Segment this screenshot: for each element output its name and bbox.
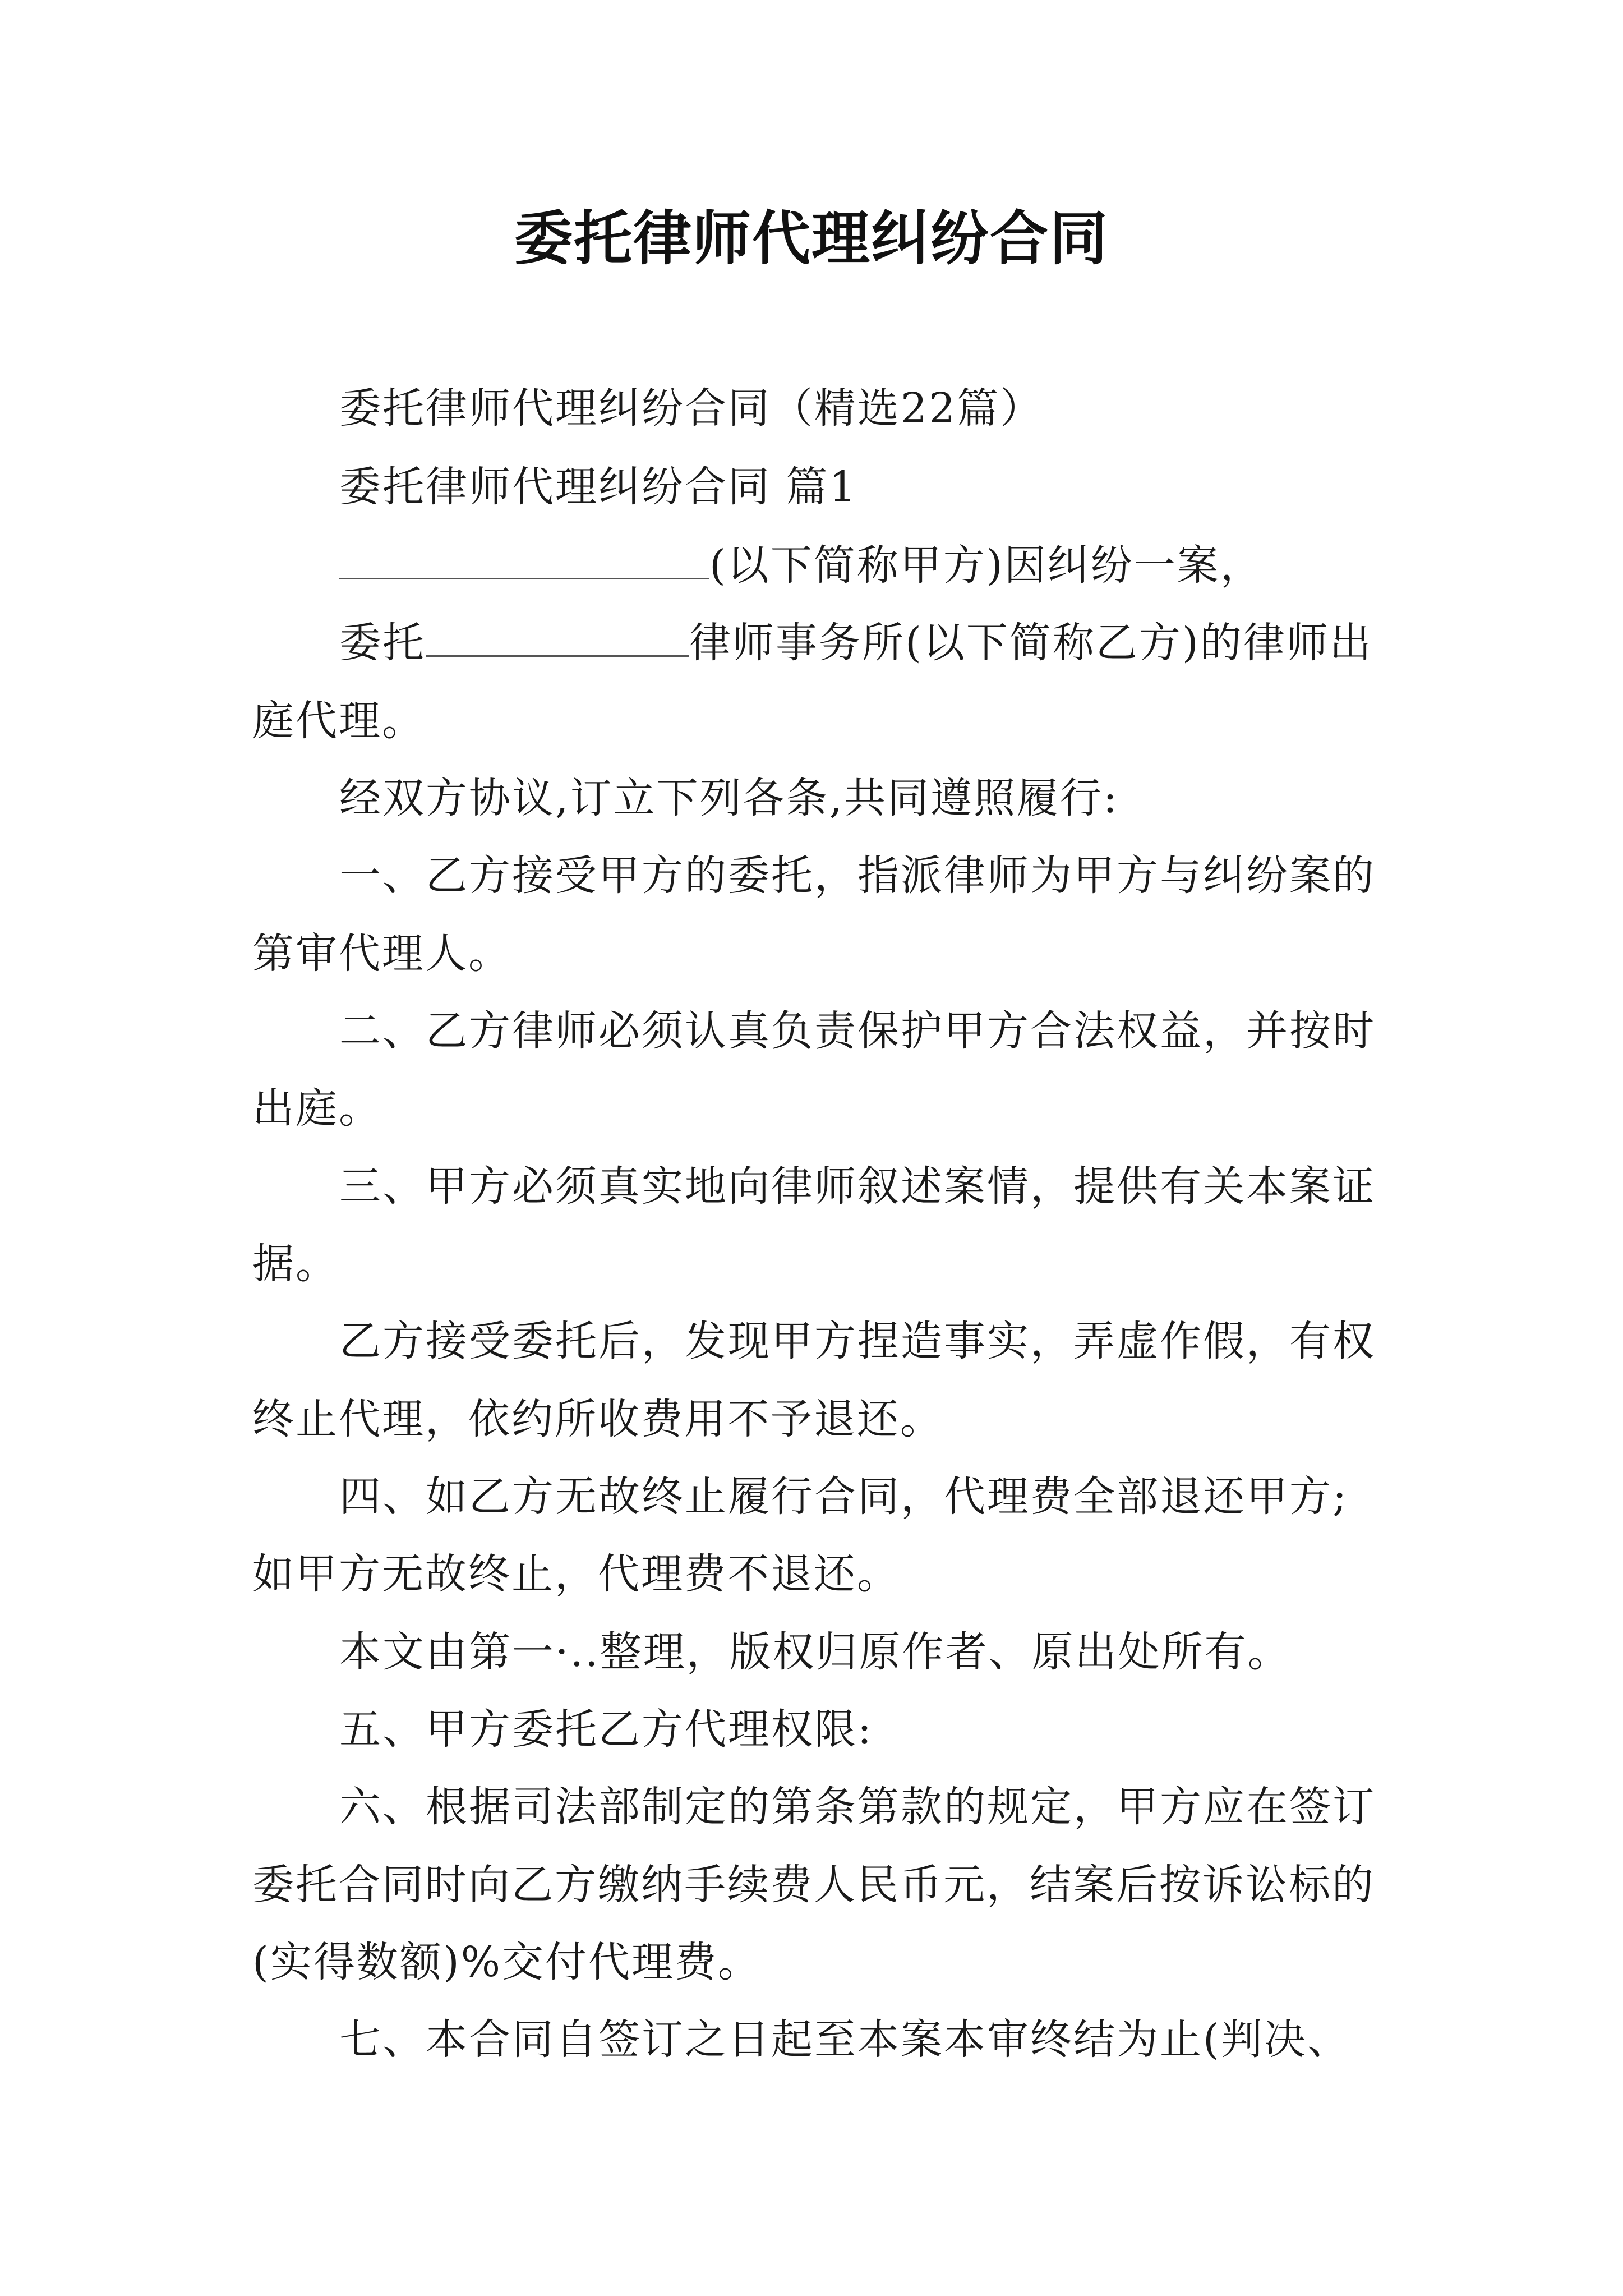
paragraph-line: 六、根据司法部制定的第条第款的规定，甲方应在签订 [339, 1783, 1376, 1831]
paragraph-line: 三、甲方必须真实地向律师叙述案情，提供有关本案证 [339, 1162, 1376, 1211]
line-text: 律师事务所(以下简称乙方)的律师出 [689, 619, 1373, 667]
paragraph-line: 庭代理。 [252, 697, 425, 745]
paragraph-line: 据。 [252, 1240, 339, 1288]
paragraph-line: 委托律师代理纠纷合同 篇1 [339, 463, 857, 511]
paragraph-line: 五、甲方委托乙方代理权限: [339, 1705, 873, 1754]
paragraph-line: (实得数额)%交付代理费。 [252, 1938, 762, 1986]
paragraph-line: 如甲方无故终止，代理费不退还。 [252, 1550, 900, 1598]
line-text: 委托 [339, 619, 426, 667]
paragraph-line [339, 539, 1264, 592]
paragraph-line [339, 616, 1373, 670]
paragraph-line: 终止代理，依约所收费用不予退还。 [252, 1395, 943, 1443]
paragraph-line: 第审代理人。 [252, 930, 511, 978]
document-title: 委托律师代理纠纷合同 [514, 204, 1109, 273]
paragraph-line: 四、如乙方无故终止履行合同，代理费全部退还甲方; [339, 1473, 1348, 1521]
paragraph-line: 本文由第一·..整理，版权归原作者、原出处所有。 [339, 1628, 1291, 1676]
paragraph-line: 二、乙方律师必须认真负责保护甲方合法权益，并按时 [339, 1007, 1376, 1055]
paragraph-line: 一、乙方接受甲方的委托，指派律师为甲方与纠纷案的 [339, 852, 1376, 900]
fill-in-blank[interactable] [426, 616, 689, 657]
fill-in-blank[interactable] [339, 539, 709, 579]
paragraph-line: 委托合同时向乙方缴纳手续费人民币元，结案后按诉讼标的 [252, 1861, 1375, 1909]
paragraph-line: 委托律师代理纠纷合同（精选22篇） [339, 384, 1044, 432]
line-text: (以下简称甲方)因纠纷一案， [709, 541, 1264, 590]
paragraph-line: 经双方协议,订立下列各条,共同遵照履行: [339, 774, 1119, 822]
paragraph-line: 七、本合同自签订之日起至本案本审终结为止(判决、 [339, 2016, 1350, 2064]
paragraph-line: 出庭。 [252, 1084, 382, 1133]
paragraph-line: 乙方接受委托后，发现甲方捏造事实，弄虚作假，有权 [339, 1317, 1376, 1365]
